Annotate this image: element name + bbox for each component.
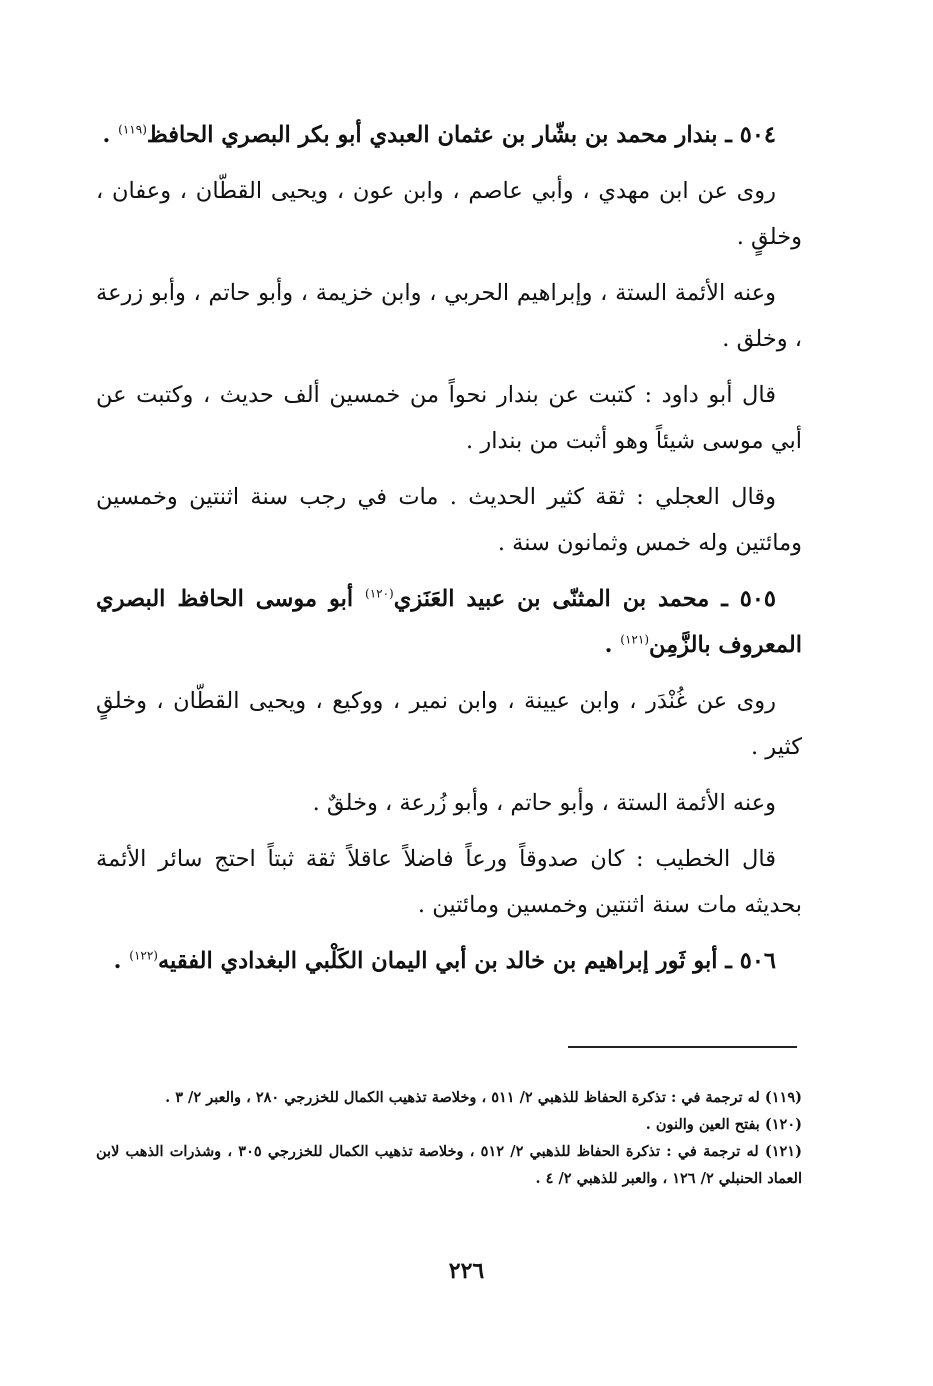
footnotes	[96, 1084, 802, 1192]
footnote-ref-122: (١٢٢)	[129, 948, 158, 963]
entry-505-text-b: أبو موسى الحافظ البصري المعروف بالزَّمِن	[96, 586, 802, 658]
footnote-119: (١١٩) له ترجمة في : تذكرة الحفاظ للذهبي ٢/ ٥١١ ، وخلاصة تذهيب الكمال للخزرجي ٢٨٠ ، والعبر ٢/ ٣ .	[165, 1089, 802, 1106]
footnote-121: (١٢١) له ترجمة في : تذكرة الحفاظ للذهبي ٢/ ٥١٢ ، وخلاصة تذهيب الكمال للخزرجي ٣٠٥ ، وشذرات الذهب لابن العماد الحنبلي ٢/ ١٢٦ ، والعبر للذهبي ٢/ ٤ .	[96, 1143, 802, 1187]
entry-505-text-a: ٥٠٥ ـ محمد بن المثنّى بن عبيد العَنَزي	[393, 586, 776, 612]
entry-506-text: ٥٠٦ ـ أبو ثَور إبراهيم بن خالد بن أبي اليمان الكَلْبي البغدادي الفقيه	[157, 948, 776, 974]
entry-504-students: وعنه الأئمة الستة ، وإبراهيم الحربي ، وابن خزيمة ، وأبو حاتم ، وأبو زرعة ، وخلق .	[96, 280, 802, 352]
entry-504-tail: .	[102, 122, 119, 148]
entry-504-text: ٥٠٤ ـ بندار محمد بن بشّار بن عثمان العبدي أبو بكر البصري الحافظ	[146, 122, 776, 148]
footnote-ref-119: (١١٩)	[118, 122, 147, 137]
entry-505-khatib: قال الخطيب : كان صدوقاً ورعاً فاضلاً عاقلاً ثقة ثبتاً احتج سائر الأئمة بحديثه مات سنة اثنتين وخمسين ومائتين .	[96, 846, 802, 918]
footnote-ref-120: (١٢٠)	[365, 586, 394, 601]
entry-504-ijli: وقال العجلي : ثقة كثير الحديث . مات في رجب سنة اثنتين وخمسين ومائتين وله خمس وثمانون سنة .	[96, 484, 802, 556]
entry-504-abu-dawud: قال أبو داود : كتبت عن بندار نحواً من خمسين ألف حديث ، وكتبت عن أبي موسى شيئاً وهو أثبت من بندار .	[96, 382, 802, 454]
footnote-120: (١٢٠) بفتح العين والنون .	[645, 1116, 802, 1133]
entry-506-tail: .	[113, 948, 130, 974]
entry-505-teachers: روى عن غُنْدَر ، وابن عيينة ، وابن نمير ، ووكيع ، ويحيى القطّان ، وخلقٍ كثير .	[96, 688, 802, 760]
entry-504-heading	[96, 112, 802, 158]
entry-505-students: وعنه الأئمة الستة ، وأبو حاتم ، وأبو زُرعة ، وخلقٌ .	[312, 790, 776, 816]
entry-505-tail: .	[604, 632, 621, 658]
entry-506-heading	[96, 938, 802, 984]
footnote-ref-121: (١٢١)	[620, 632, 650, 647]
footnote-separator	[568, 1046, 797, 1048]
entry-505-heading	[96, 576, 802, 668]
main-text	[96, 112, 802, 994]
page-number: ٢٢٦	[448, 1258, 485, 1284]
entry-504-teachers: روى عن ابن مهدي ، وأبي عاصم ، وابن عون ، ويحيى القطّان ، وعفان ، وخلقٍ .	[96, 178, 802, 250]
